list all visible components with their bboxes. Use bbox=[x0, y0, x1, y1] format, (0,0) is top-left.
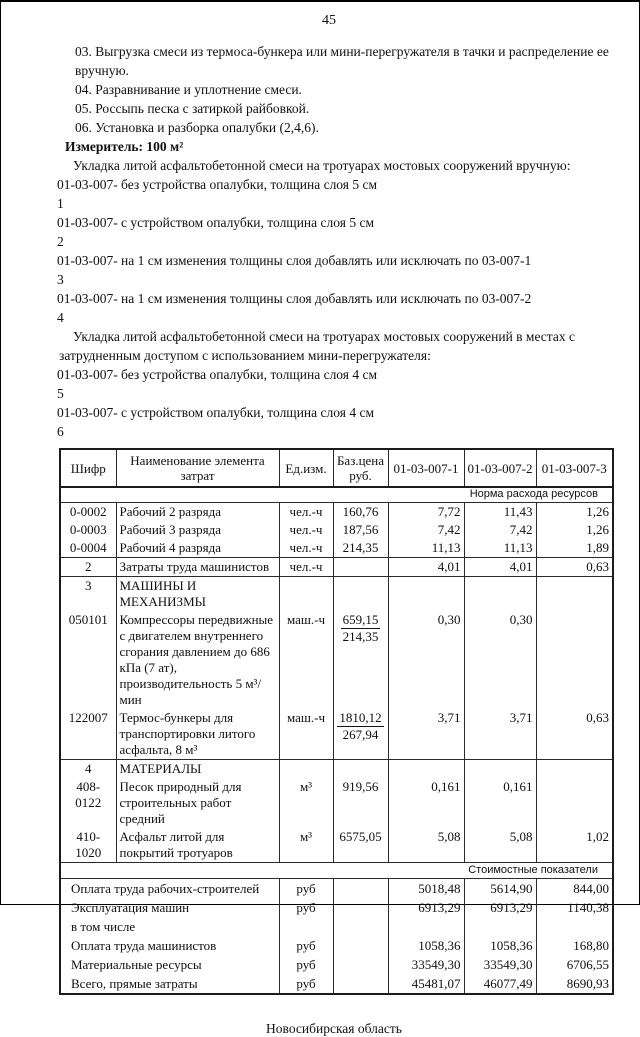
summary-value-007-2: 1058,36 bbox=[464, 936, 536, 955]
cell-empty bbox=[333, 879, 388, 899]
cell-value-007-1: 7,42 bbox=[388, 521, 464, 539]
norm-code-item bbox=[57, 175, 611, 213]
summary-value-007-3: 168,80 bbox=[536, 936, 613, 955]
norm-code-item bbox=[57, 403, 611, 441]
cell-empty bbox=[388, 760, 464, 779]
cell-price: 160,76 bbox=[333, 503, 388, 522]
table-row-050101 bbox=[60, 611, 613, 709]
summary-name: Оплата труда машинистов bbox=[71, 938, 217, 953]
summary-unit: руб bbox=[279, 936, 333, 955]
summary-name: Оплата труда рабочих-строителей bbox=[71, 881, 260, 896]
group2-title: Укладка литой асфальтобетонной смеси на тротуарах мостовых сооружений в местах с затрудненным доступом с использованием мини-перегружателя: bbox=[59, 329, 575, 363]
cell-value-007-2: 3,71 bbox=[464, 709, 536, 760]
cell-name: Затраты труда машинистов bbox=[116, 558, 279, 577]
table-row-0-0004 bbox=[60, 539, 613, 558]
cell-code: 410-1020 bbox=[60, 828, 116, 863]
cell-section-title: МАШИНЫ И МЕХАНИЗМЫ bbox=[116, 577, 279, 612]
cell-empty bbox=[279, 760, 333, 779]
cell-price-fraction bbox=[333, 709, 388, 760]
norm-code: 01-03-007-6 bbox=[57, 405, 118, 439]
cell-value-007-1: 0,161 bbox=[388, 778, 464, 828]
norm-desc: на 1 см изменения толщины слоя добавлять или исключать по 03-007-2 bbox=[121, 291, 532, 306]
cell-name: Рабочий 4 разряда bbox=[116, 539, 279, 558]
summary-value-007-2: 5614,90 bbox=[464, 879, 536, 899]
norm-code: 01-03-007-2 bbox=[57, 215, 118, 249]
cell-empty bbox=[333, 936, 388, 955]
column-header-unit: Ед.изм. bbox=[279, 449, 333, 487]
cell-price: 214,35 bbox=[333, 539, 388, 558]
norm-code: 01-03-007-5 bbox=[57, 367, 118, 401]
cell-empty bbox=[333, 974, 388, 994]
work-item-06: 06. Установка и разборка опалубки (2,4,6). bbox=[75, 120, 319, 135]
norm-code: 01-03-007-4 bbox=[57, 291, 118, 325]
cell-value-007-2: 0,30 bbox=[464, 611, 536, 709]
table-row-408-0122 bbox=[60, 778, 613, 828]
cell-unit: маш.-ч bbox=[279, 709, 333, 760]
work-item-05: 05. Россыпь песка с затиркой райбовкой. bbox=[75, 101, 310, 116]
cell-code: 2 bbox=[60, 558, 116, 577]
summary-name: Всего, прямые затраты bbox=[71, 976, 198, 991]
norm-code: 01-03-007-1 bbox=[57, 177, 118, 211]
norm-desc: с устройством опалубки, толщина слоя 4 см bbox=[121, 405, 374, 420]
norm-code-item bbox=[57, 213, 611, 251]
cell-code: 408-0122 bbox=[75, 779, 102, 810]
norma-subheader-row bbox=[60, 487, 613, 503]
summary-row-including bbox=[60, 917, 613, 936]
cell-value-007-2: 4,01 bbox=[464, 558, 536, 577]
summary-row-machinists-pay bbox=[60, 936, 613, 955]
column-header-007-2: 01-03-007-2 bbox=[464, 449, 536, 487]
summary-row-material-resources bbox=[60, 955, 613, 974]
summary-value-007-1: 45481,07 bbox=[388, 974, 464, 994]
cell-value-007-3: 1,89 bbox=[536, 539, 613, 558]
cell-value-007-1: 5,08 bbox=[388, 828, 464, 863]
cost-subheader-row bbox=[60, 863, 613, 879]
table-header-row bbox=[60, 449, 613, 487]
cost-label: Стоимостные показатели bbox=[60, 863, 613, 879]
table-row-section-machines bbox=[60, 577, 613, 612]
price-denominator: 214,35 bbox=[342, 629, 379, 644]
summary-value-007-1 bbox=[388, 917, 464, 936]
summary-value-007-3: 1140,38 bbox=[536, 898, 613, 917]
cell-name: Компрессоры передвижные с двигателем внутреннего сгорания давлением до 686 кПа (7 ат), производительность 5 м³/мин bbox=[116, 611, 279, 709]
column-header-code: Шифр bbox=[70, 460, 106, 476]
cell-value-007-1: 0,30 bbox=[388, 611, 464, 709]
cell-value-007-3: 1,26 bbox=[536, 503, 613, 522]
cell-value-007-2: 11,43 bbox=[464, 503, 536, 522]
summary-name: в том числе bbox=[71, 919, 136, 934]
cell-name: Рабочий 3 разряда bbox=[116, 521, 279, 539]
summary-value-007-1: 1058,36 bbox=[388, 936, 464, 955]
norma-label: Норма расхода ресурсов bbox=[60, 487, 613, 503]
cell-value-007-3: 1,26 bbox=[536, 521, 613, 539]
summary-value-007-1: 33549,30 bbox=[388, 955, 464, 974]
summary-value-007-3: 8690,93 bbox=[536, 974, 613, 994]
cell-code: 0-0002 bbox=[69, 504, 107, 519]
cell-name: Термос-бункеры для транспортировки литого асфальта, 8 м³ bbox=[116, 709, 279, 760]
cell-empty bbox=[333, 760, 388, 779]
price-numerator: 1810,12 bbox=[339, 710, 382, 725]
cell-value-007-1: 11,13 bbox=[388, 539, 464, 558]
cell-empty bbox=[464, 577, 536, 612]
cell-section-code: 4 bbox=[85, 761, 92, 776]
table-row-0-0003 bbox=[60, 521, 613, 539]
cell-value-007-3 bbox=[536, 778, 613, 828]
cell-unit: чел.-ч bbox=[279, 503, 333, 522]
summary-unit bbox=[279, 917, 333, 936]
cell-code: 0-0004 bbox=[60, 539, 116, 558]
cell-value-007-1: 3,71 bbox=[388, 709, 464, 760]
cell-empty bbox=[536, 760, 613, 779]
summary-unit: руб bbox=[279, 955, 333, 974]
cell-name: Асфальт литой для покрытий тротуаров bbox=[116, 828, 279, 863]
cell-code: 0-0003 bbox=[69, 522, 107, 537]
summary-row-machines-operation bbox=[60, 898, 613, 917]
column-header-007-1: 01-03-007-1 bbox=[388, 449, 464, 487]
work-item-03: 03. Выгрузка смеси из термоса-бункера или мини-перегружателя в тачки и распределение ее вручную. bbox=[75, 44, 609, 78]
cell-unit: м³ bbox=[279, 828, 333, 863]
norm-desc: с устройством опалубки, толщина слоя 5 см bbox=[121, 215, 374, 230]
cell-price-empty bbox=[333, 558, 388, 577]
cell-section-code: 3 bbox=[85, 578, 92, 593]
summary-unit: руб bbox=[279, 974, 333, 994]
summary-name: Материальные ресурсы bbox=[71, 957, 202, 972]
summary-value-007-2: 6913,29 bbox=[464, 898, 536, 917]
summary-value-007-1: 5018,48 bbox=[388, 879, 464, 899]
column-header-007-3: 01-03-007-3 bbox=[536, 449, 613, 487]
table-row-machinists bbox=[60, 558, 613, 577]
summary-value-007-1: 6913,29 bbox=[388, 898, 464, 917]
cell-code: 122007 bbox=[60, 709, 116, 760]
cell-section-title: МАТЕРИАЛЫ bbox=[116, 760, 279, 779]
summary-row-workers-pay bbox=[60, 879, 613, 899]
cell-value-007-3: 0,63 bbox=[536, 558, 613, 577]
norm-description bbox=[57, 42, 611, 441]
norm-desc: без устройства опалубки, толщина слоя 4 см bbox=[121, 367, 378, 382]
summary-name: Эксплуатация машин bbox=[71, 900, 190, 915]
cell-value-007-2: 5,08 bbox=[464, 828, 536, 863]
cell-value-007-2: 0,161 bbox=[464, 778, 536, 828]
summary-value-007-3: 6706,55 bbox=[536, 955, 613, 974]
column-header-price: Баз.цена руб. bbox=[333, 449, 388, 487]
norm-desc: без устройства опалубки, толщина слоя 5 см bbox=[121, 177, 378, 192]
page-footer-region: Новосибирская область bbox=[266, 1021, 402, 1036]
norm-desc: на 1 см изменения толщины слоя добавлять или исключать по 03-007-1 bbox=[121, 253, 532, 268]
cell-empty bbox=[464, 760, 536, 779]
cell-empty bbox=[388, 577, 464, 612]
page-number: 45 bbox=[322, 13, 336, 28]
norm-code: 01-03-007-3 bbox=[57, 253, 118, 287]
summary-row-total-direct-costs bbox=[60, 974, 613, 994]
table-row-122007 bbox=[60, 709, 613, 760]
cell-name: Песок природный для строительных работ средний bbox=[116, 778, 279, 828]
cell-value-007-2: 11,13 bbox=[464, 539, 536, 558]
group1-title: Укладка литой асфальтобетонной смеси на тротуарах мостовых сооружений вручную: bbox=[73, 158, 571, 173]
cell-unit: м³ bbox=[279, 778, 333, 828]
cell-empty bbox=[536, 577, 613, 612]
cell-empty bbox=[333, 577, 388, 612]
norm-code-item bbox=[57, 365, 611, 403]
cell-price: 187,56 bbox=[333, 521, 388, 539]
cell-empty bbox=[333, 955, 388, 974]
cell-unit: чел.-ч bbox=[279, 521, 333, 539]
price-numerator: 659,15 bbox=[342, 612, 379, 627]
cell-price-fraction bbox=[333, 611, 388, 709]
norm-code-item bbox=[57, 251, 611, 289]
summary-unit: руб bbox=[279, 879, 333, 899]
column-header-name: Наименование элемента затрат bbox=[116, 449, 279, 487]
norm-code-item bbox=[57, 289, 611, 327]
measurer-label: Измеритель: 100 м² bbox=[65, 139, 184, 154]
cell-value-007-3 bbox=[536, 611, 613, 709]
cell-name: Рабочий 2 разряда bbox=[116, 503, 279, 522]
summary-value-007-3 bbox=[536, 917, 613, 936]
price-denominator: 267,94 bbox=[342, 727, 379, 742]
table-row-0-0002 bbox=[60, 503, 613, 522]
cell-unit: чел.-ч bbox=[279, 539, 333, 558]
cell-unit: чел.-ч bbox=[279, 558, 333, 577]
table-row-410-1020 bbox=[60, 828, 613, 863]
work-item-04: 04. Разравнивание и уплотнение смеси. bbox=[75, 82, 302, 97]
cell-empty bbox=[333, 898, 388, 917]
cell-value-007-1: 4,01 bbox=[388, 558, 464, 577]
summary-value-007-3: 844,00 bbox=[536, 879, 613, 899]
cell-unit: маш.-ч bbox=[279, 611, 333, 709]
cell-value-007-1: 7,72 bbox=[388, 503, 464, 522]
cell-value-007-2: 7,42 bbox=[464, 521, 536, 539]
cell-price: 919,56 bbox=[333, 778, 388, 828]
resource-cost-table bbox=[59, 448, 614, 995]
cell-price: 6575,05 bbox=[333, 828, 388, 863]
cell-value-007-3: 1,02 bbox=[536, 828, 613, 863]
cell-empty bbox=[333, 917, 388, 936]
cell-code: 050101 bbox=[68, 612, 108, 627]
cell-value-007-3: 0,63 bbox=[536, 709, 613, 760]
cell-empty bbox=[279, 577, 333, 612]
summary-value-007-2 bbox=[464, 917, 536, 936]
table-row-section-materials bbox=[60, 760, 613, 779]
summary-value-007-2: 46077,49 bbox=[464, 974, 536, 994]
summary-unit: руб bbox=[279, 898, 333, 917]
summary-value-007-2: 33549,30 bbox=[464, 955, 536, 974]
